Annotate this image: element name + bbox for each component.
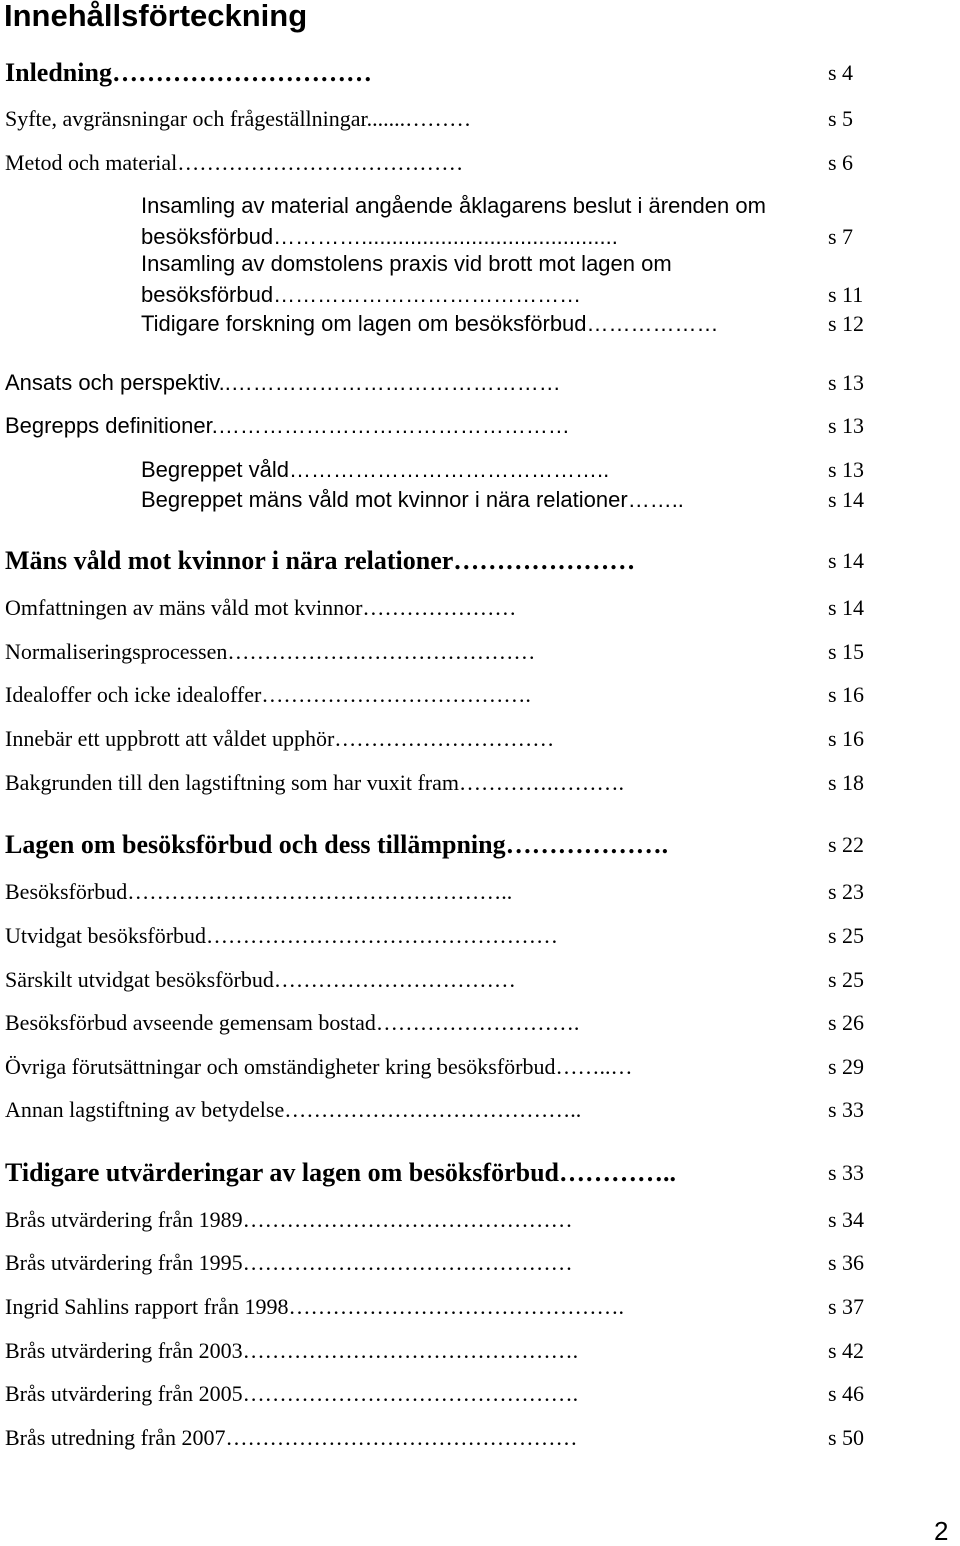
toc-entry-text: Normaliseringsprocessen…………………………………… — [5, 639, 536, 664]
toc-entry — [0, 1334, 960, 1364]
toc-page-ref: s 22 — [828, 832, 865, 857]
toc-subentry-text: besöksförbud………….......................................... — [141, 224, 618, 249]
toc-entry-text: Begrepps definitioner.………………………………………… — [5, 413, 570, 438]
toc-entry-text: Annan lagstiftning av betydelse………………………………….. — [5, 1097, 582, 1122]
toc-page-ref: s 29 — [828, 1054, 865, 1079]
toc-page-ref: s 13 — [828, 370, 865, 395]
toc-page-ref: s 23 — [828, 879, 865, 904]
toc-heading-text: Mäns våld mot kvinnor i nära relationer………………… — [5, 546, 636, 575]
toc-entry — [0, 919, 960, 949]
toc-entry — [0, 1203, 960, 1233]
toc-page-ref: s 33 — [828, 1160, 865, 1185]
toc-entry-text: Brås utvärdering från 2005………………………………………. — [5, 1381, 579, 1406]
toc-entry-text: Övriga förutsättningar och omständigheter kring besöksförbud……..… — [5, 1054, 633, 1079]
toc-page-ref: s 15 — [828, 639, 865, 664]
toc-entry — [0, 875, 960, 905]
toc-page-ref: s 14 — [828, 548, 865, 573]
document-title: Innehållsförteckning — [4, 0, 308, 33]
toc-entry — [0, 635, 960, 665]
toc-page-ref: s 13 — [828, 413, 865, 438]
toc-entry-text: Metod och material………………………………… — [5, 150, 464, 175]
toc-page-ref: s 4 — [828, 60, 854, 85]
toc-entry — [0, 1377, 960, 1407]
toc-entry-text: Utvidgat besöksförbud………………………………………… — [5, 923, 559, 948]
toc-entry-text: Syfte, avgränsningar och frågeställningar.......……… — [5, 106, 472, 131]
toc-entry-text: Bakgrunden till den lagstiftning som har vuxit fram………….………. — [5, 770, 624, 795]
toc-entry — [0, 591, 960, 621]
toc-entry — [0, 1421, 960, 1451]
toc-heading — [0, 544, 960, 574]
toc-subentry — [0, 307, 960, 337]
toc-page-ref: s 34 — [828, 1207, 865, 1232]
toc-page-ref: s 33 — [828, 1097, 865, 1122]
toc-page-ref: s 14 — [828, 595, 865, 620]
toc-entry — [0, 146, 960, 176]
toc-page-ref: s 13 — [828, 457, 865, 482]
toc-entry-text: Omfattningen av mäns våld mot kvinnor………………… — [5, 595, 517, 620]
toc-page-ref: s 36 — [828, 1250, 865, 1275]
toc-entry-text: Idealoffer och icke idealoffer………………………………. — [5, 682, 531, 707]
toc-page-ref: s 7 — [828, 224, 854, 249]
toc-page-ref: s 46 — [828, 1381, 865, 1406]
toc-entry-text: Särskilt utvidgat besöksförbud…………………………… — [5, 967, 516, 992]
toc-entry-text: Besöksförbud…………………………………………….. — [5, 879, 513, 904]
toc-entry — [0, 1093, 960, 1123]
toc-page-ref: s 25 — [828, 967, 865, 992]
toc-entry-text: Brås utvärdering från 2003………………………………………. — [5, 1338, 579, 1363]
toc-entry — [0, 1246, 960, 1276]
toc-subentry — [0, 278, 960, 308]
toc-entry-text: Innebär ett uppbrott att våldet upphör………………………… — [5, 726, 555, 751]
toc-entry-text: Brås utredning från 2007………………………………………… — [5, 1425, 578, 1450]
toc-heading-inledning — [0, 56, 960, 86]
toc-entry — [0, 1050, 960, 1080]
toc-entry — [0, 678, 960, 708]
toc-page-ref: s 50 — [828, 1425, 865, 1450]
page-number: 2 — [934, 1516, 949, 1546]
toc-subentry — [0, 453, 960, 483]
toc-entry — [0, 722, 960, 752]
toc-entry-text: Besöksförbud avseende gemensam bostad………………………. — [5, 1010, 580, 1035]
toc-entry-text: Ingrid Sahlins rapport från 1998………………………………………. — [5, 1294, 624, 1319]
toc-heading-text: Inledning………………………… — [5, 58, 372, 87]
toc-page-ref: s 18 — [828, 770, 865, 795]
toc-entry — [0, 1006, 960, 1036]
toc-page-ref: s 25 — [828, 923, 865, 948]
toc-subentry — [0, 483, 960, 513]
toc-page-ref: s 26 — [828, 1010, 865, 1035]
toc-entry — [0, 102, 960, 132]
toc-subentry-first-line: Insamling av domstolens praxis vid brott mot lagen om — [141, 251, 672, 276]
toc-page-ref: s 16 — [828, 726, 865, 751]
toc-entry — [0, 766, 960, 796]
toc-page-ref: s 6 — [828, 150, 854, 175]
toc-page-ref: s 12 — [828, 311, 865, 336]
toc-subentry — [0, 220, 960, 250]
toc-entry — [0, 366, 960, 396]
toc-page-ref: s 14 — [828, 487, 865, 512]
toc-subentry-text: Tidigare forskning om lagen om besöksförbud……………… — [141, 311, 719, 336]
toc-page-ref: s 11 — [828, 282, 864, 307]
toc-entry-text: Brås utvärdering från 1995……………………………………… — [5, 1250, 573, 1275]
toc-entry — [0, 1290, 960, 1320]
toc-entry — [0, 963, 960, 993]
toc-subentry-text: Begreppet mäns våld mot kvinnor i nära relationer…….. — [141, 487, 684, 512]
toc-page-ref: s 5 — [828, 106, 854, 131]
toc-heading-text: Tidigare utvärderingar av lagen om besöksförbud………….. — [5, 1158, 676, 1187]
toc-heading-text: Lagen om besöksförbud och dess tillämpning………………. — [5, 830, 669, 859]
toc-page-ref: s 16 — [828, 682, 865, 707]
toc-entry — [0, 409, 960, 439]
toc-heading — [0, 1156, 960, 1186]
toc-page-ref: s 42 — [828, 1338, 865, 1363]
toc-entry-text: Brås utvärdering från 1989……………………………………… — [5, 1207, 573, 1232]
toc-heading — [0, 828, 960, 858]
toc-subentry-text: Begreppet våld…………………………………….. — [141, 457, 610, 482]
toc-entry-text: Ansats och perspektiv..……………………………………… — [5, 370, 561, 395]
toc-page-ref: s 37 — [828, 1294, 865, 1319]
toc-subentry-text: besöksförbud…………………………………… — [141, 282, 582, 307]
toc-subentry-first-line: Insamling av material angående åklagarens beslut i ärenden om — [141, 193, 766, 218]
